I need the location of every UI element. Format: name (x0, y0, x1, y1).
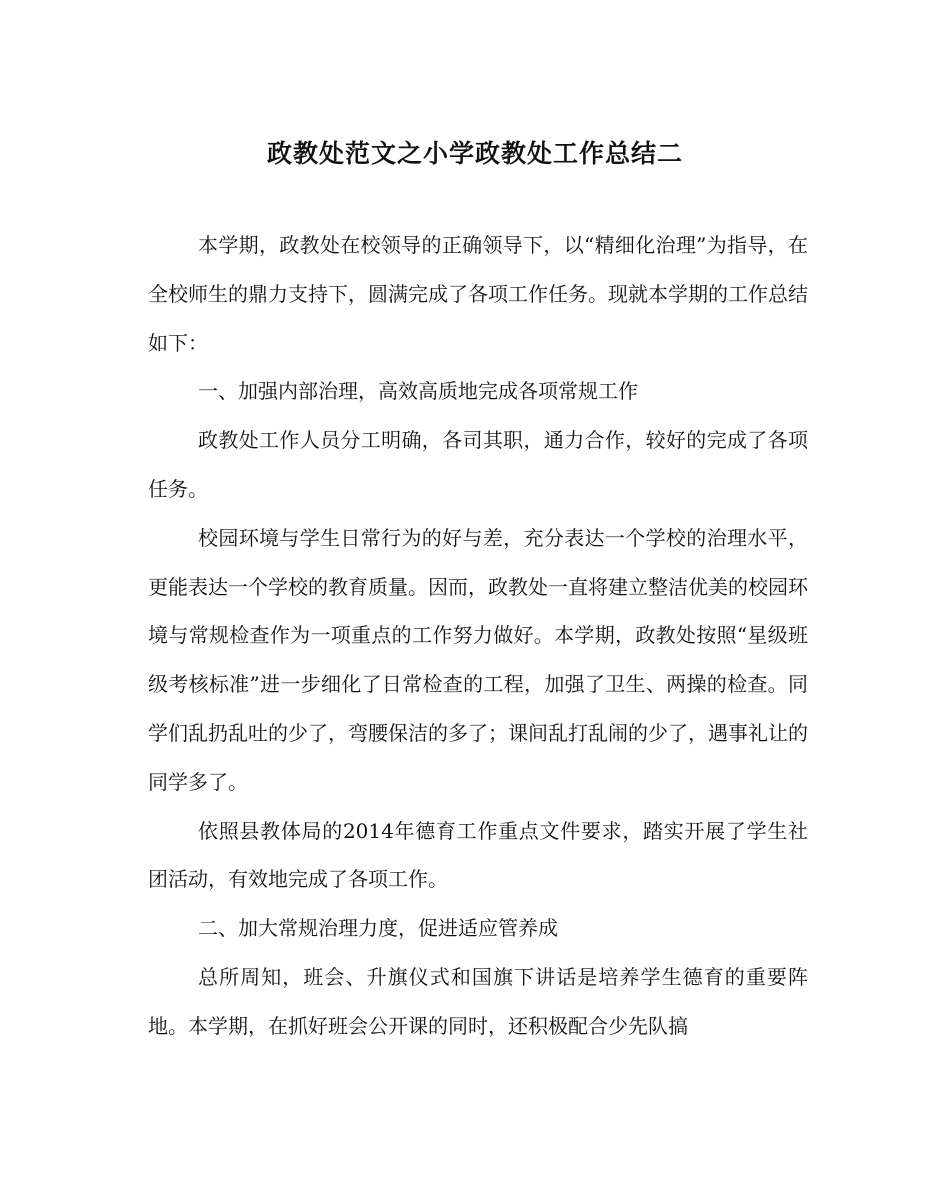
section-heading-1: 一、加强内部治理，高效高质地完成各项常规工作 (198, 379, 638, 404)
document-title: 政教处范文之小学政教处工作总结二 (266, 139, 683, 168)
paragraph-intro: 本学期，政教处在校领导的正确领导下，以“精细化治理”为指导，在全校师生的鼎力支持下，圆满完成了各项工作任务。现就本学期的工作总结如下： (148, 233, 808, 355)
paragraph-staff: 政教处工作人员分工明确，各司其职，通力合作，较好的完成了各项任务。 (148, 428, 808, 501)
section-heading-2: 二、加大常规治理力度，促进适应管养成 (198, 916, 558, 941)
paragraph-student-clubs: 依照县教体局的2014年德育工作重点文件要求，踏实开展了学生社团活动，有效地完成了各项工作。 (148, 818, 808, 892)
paragraph-campus-environment: 校园环境与学生日常行为的好与差，充分表达一个学校的治理水平，更能表达一个学校的教育质量。因而，政教处一直将建立整洁优美的校园环境与常规检查作为一项重点的工作努力做好。本学期，政教处按照“星级班级考核标准”进一步细化了日常检查的工程，加强了卫生、两操的检查。同学们乱扔乱吐的少了，弯腰保洁的多了；课间乱打乱闹的少了，遇事礼让的同学多了。 (148, 525, 808, 794)
document-body (148, 221, 808, 1051)
paragraph-class-meetings: 总所周知，班会、升旗仪式和国旗下讲话是培养学生德育的重要阵地。本学期，在抓好班会公开课的同时，还积极配合少先队搞 (148, 964, 808, 1038)
